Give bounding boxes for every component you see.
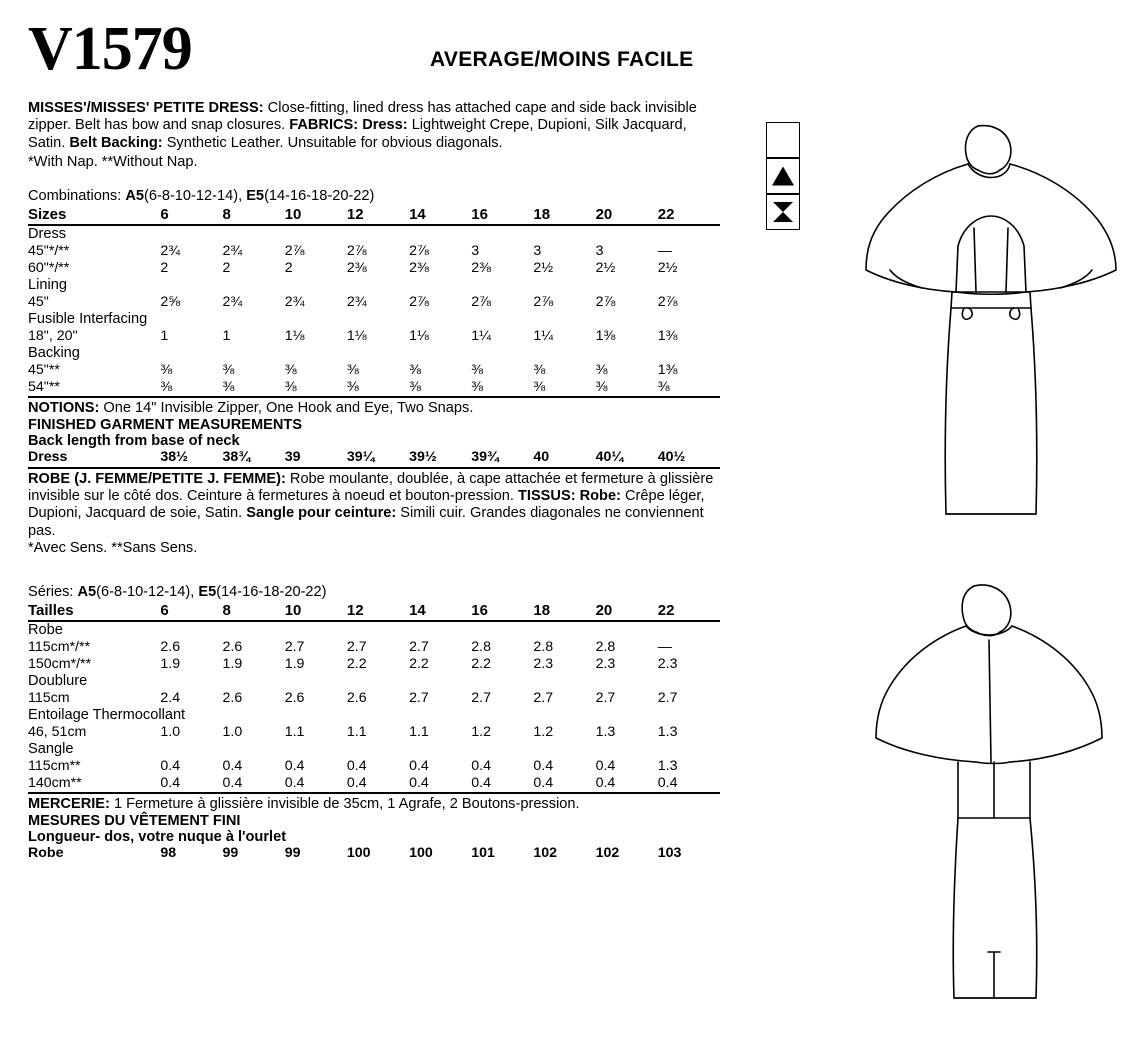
row-value: 2.4 — [160, 689, 181, 706]
fgm-row-value: 100 — [346, 844, 371, 861]
row-value: 2.7 — [595, 689, 616, 706]
size-column-header: 6 — [160, 206, 222, 225]
row-value: ⅜ — [284, 361, 297, 378]
dress-back-view-illustration — [860, 580, 1130, 1010]
nap-note-fr: *Avec Sens. **Sans Sens. — [28, 540, 198, 557]
row-value: 1 — [222, 327, 231, 344]
table-row — [28, 656, 720, 673]
table-row — [28, 260, 720, 277]
row-value: 1⅜ — [595, 327, 616, 344]
row-value: 0.4 — [284, 774, 305, 791]
size-column-header: 6 — [160, 602, 222, 621]
row-value: 2.8 — [471, 638, 491, 655]
fgm-table-en — [28, 449, 720, 466]
size-header-cell: Sizes — [28, 206, 160, 225]
row-value: 1.9 — [222, 655, 243, 672]
group-label: Robe — [28, 621, 63, 638]
description-en — [28, 100, 720, 152]
table-row — [28, 294, 720, 311]
row-value: 0.4 — [222, 757, 243, 774]
fgm-row-value: 39¼ — [346, 448, 375, 465]
size-column-header: 18 — [533, 206, 595, 225]
dress-front-view-illustration — [860, 120, 1130, 550]
row-label: 150cm*/** — [28, 655, 92, 672]
row-value: 0.4 — [284, 757, 305, 774]
row-value: 1⅛ — [409, 327, 429, 344]
row-label: 45"*/** — [28, 242, 70, 259]
row-value: 2.6 — [160, 638, 181, 655]
fgm-row-value: 100 — [409, 844, 433, 861]
row-value: 2⅞ — [595, 293, 616, 310]
fgm-row-value: 103 — [657, 844, 682, 861]
row-value: ⅜ — [657, 378, 670, 395]
row-value: 1.2 — [471, 723, 491, 740]
row-value: 1⅛ — [346, 327, 367, 344]
row-value: 0.4 — [222, 774, 243, 791]
row-value: 2.6 — [284, 689, 305, 706]
row-value: ⅜ — [409, 361, 421, 378]
page-title: V1579 — [28, 15, 192, 83]
row-value: 2.6 — [346, 689, 367, 706]
row-value: 2.7 — [657, 689, 678, 706]
combo-a5-en: A5 — [125, 187, 144, 204]
row-value: 2.2 — [346, 655, 367, 672]
row-value: 0.4 — [160, 757, 181, 774]
row-value: 3 — [595, 242, 604, 259]
fgm-fr-subtitle: Longueur- dos, votre nuque à l'ourlet — [28, 828, 287, 845]
group-label: Backing — [28, 344, 80, 361]
row-value: 1¼ — [471, 327, 491, 344]
row-value: 1.3 — [595, 723, 616, 740]
row-value: 2.2 — [471, 655, 491, 672]
hourglass-icon — [772, 201, 794, 223]
table-header-row — [28, 206, 720, 225]
row-label: 45" — [28, 293, 49, 310]
row-value: 2⅞ — [409, 242, 429, 259]
row-value: 1.9 — [160, 655, 181, 672]
combinations-en-label: Combinations: — [28, 187, 126, 204]
row-value: 2¾ — [222, 242, 243, 259]
fabrics-en-heading: FABRICS: Dress: — [289, 117, 408, 134]
row-value: 2¾ — [346, 293, 367, 310]
size-column-header: 16 — [471, 602, 533, 621]
table-row — [28, 639, 720, 656]
triangle-up-icon — [772, 167, 794, 186]
table-group-row — [28, 345, 720, 362]
row-value: 2½ — [595, 259, 616, 276]
row-value: ⅜ — [346, 361, 359, 378]
table-row — [28, 758, 720, 775]
description-fr-heading: ROBE (J. FEMME/PETITE J. FEMME): — [28, 470, 286, 487]
row-value: ⅜ — [471, 361, 484, 378]
row-value: ⅜ — [284, 378, 297, 395]
yardage-table-fr — [28, 602, 720, 792]
table-row — [28, 775, 720, 792]
table-group-row — [28, 707, 720, 724]
yardage-table-en — [28, 206, 720, 396]
row-value: 2.6 — [222, 638, 243, 655]
row-value: 2⅞ — [409, 293, 429, 310]
row-label: 60"*/** — [28, 259, 70, 276]
fabrics-en-text: Lightweight Crepe, Dupioni, Silk Jacquard, Satin. — [28, 117, 691, 151]
row-value: 2.2 — [409, 655, 429, 672]
size-column-header: 8 — [223, 206, 285, 225]
fgm-en-title: FINISHED GARMENT MEASUREMENTS — [28, 416, 303, 433]
size-header-cell: Tailles — [28, 602, 160, 621]
content-column — [28, 100, 720, 862]
row-value: ⅜ — [533, 378, 546, 395]
combo-e5-fr: E5 — [198, 583, 217, 600]
row-value: 0.4 — [657, 774, 678, 791]
size-column-header: 8 — [223, 602, 285, 621]
table-group-row — [28, 311, 720, 328]
row-value: ⅜ — [409, 378, 421, 395]
row-value: 1.1 — [409, 723, 429, 740]
row-value: 1¼ — [533, 327, 554, 344]
table-row — [28, 243, 720, 260]
fgm-en-subtitle: Back length from base of neck — [28, 432, 240, 449]
row-value: 2.8 — [595, 638, 616, 655]
group-label: Sangle — [28, 740, 74, 757]
fgm-row-value: 39¾ — [471, 448, 499, 465]
size-column-header: 20 — [596, 206, 658, 225]
row-value: 2¾ — [222, 293, 243, 310]
row-label: 140cm** — [28, 774, 82, 791]
row-value: ⅜ — [160, 361, 173, 378]
row-label: 115cm** — [28, 757, 81, 774]
size-column-header: 10 — [285, 602, 347, 621]
row-value: 0.4 — [533, 757, 554, 774]
row-value: 1.3 — [657, 723, 678, 740]
row-value: 1⅜ — [657, 327, 678, 344]
row-value: 2.6 — [222, 689, 243, 706]
row-value: 2⅞ — [657, 293, 678, 310]
row-value: ⅜ — [346, 378, 359, 395]
row-value: ⅜ — [160, 378, 173, 395]
description-fr — [28, 467, 720, 541]
fgm-row-value: 101 — [471, 844, 495, 861]
table-group-row — [28, 673, 720, 690]
fabric-key-box-hourglass — [766, 194, 800, 230]
table-group-row — [28, 741, 720, 758]
table-group-row — [28, 225, 720, 243]
combinations-fr-label: Séries: — [28, 583, 78, 600]
row-value: 2.7 — [471, 689, 491, 706]
size-column-header: 12 — [347, 602, 409, 621]
row-value: 1.0 — [222, 723, 243, 740]
tissus-fr-text: Crêpe léger, Dupioni, Jacquard de soie, Satin. — [28, 488, 709, 522]
fgm-row-value: 40¼ — [595, 448, 624, 465]
row-value: 3 — [533, 242, 542, 259]
group-label: Dress — [28, 225, 67, 242]
row-value: 0.4 — [346, 757, 367, 774]
size-column-header: 10 — [285, 206, 347, 225]
row-value: 0.4 — [409, 774, 429, 791]
row-value: ⅜ — [222, 361, 235, 378]
table-row — [28, 690, 720, 707]
row-value: 1.3 — [657, 757, 678, 774]
group-label: Entoilage Thermocollant — [28, 706, 186, 723]
row-value: 2.3 — [533, 655, 554, 672]
row-value: 2⅞ — [346, 242, 367, 259]
fgm-row — [28, 845, 720, 862]
combinations-fr — [28, 584, 720, 600]
row-value: 0.4 — [160, 774, 181, 791]
size-column-header: 18 — [533, 602, 595, 621]
row-value: 2⅜ — [346, 259, 367, 276]
row-label: 54"** — [28, 378, 60, 395]
fgm-row-value: 38¾ — [222, 448, 251, 465]
row-value: 2.7 — [533, 689, 554, 706]
row-value: 2.7 — [409, 689, 429, 706]
combinations-en — [28, 188, 720, 204]
size-column-header: 22 — [658, 602, 720, 621]
row-value: 2 — [284, 259, 293, 276]
row-value: 1.9 — [284, 655, 305, 672]
row-value: 2.7 — [409, 638, 429, 655]
row-value: 2.8 — [533, 638, 554, 655]
difficulty-label: AVERAGE/MOINS FACILE — [430, 48, 694, 71]
description-en-heading: MISSES'/MISSES' PETITE DRESS: — [28, 100, 264, 116]
description-en-text: Close-fitting, lined dress has attached cape and side back invisible zipper. Belt has bow and snap closures. — [28, 100, 701, 134]
row-value: 2⅜ — [409, 259, 429, 276]
combo-a5-fr-sizes: (6-8-10-12-14), — [96, 583, 199, 600]
fgm-row — [28, 449, 720, 466]
table-header-row — [28, 602, 720, 621]
table-row — [28, 328, 720, 345]
nap-note-en: *With Nap. **Without Nap. — [28, 154, 198, 171]
row-value: 2.7 — [346, 638, 367, 655]
tissus-fr-heading: TISSUS: Robe: — [517, 488, 621, 505]
size-column-header: 16 — [471, 206, 533, 225]
group-label: Fusible Interfacing — [28, 310, 148, 327]
row-value: — — [657, 638, 672, 655]
row-value: 2.3 — [657, 655, 678, 672]
row-value: 0.4 — [346, 774, 367, 791]
row-value: 2.7 — [284, 638, 305, 655]
row-value: 0.4 — [471, 774, 491, 791]
combo-e5-en-sizes: (14-16-18-20-22) — [264, 187, 375, 204]
row-value: ⅜ — [595, 378, 608, 395]
row-label: 115cm*/** — [28, 638, 91, 655]
combo-a5-fr: A5 — [77, 583, 97, 600]
row-value: 2 — [222, 259, 231, 276]
row-value: ⅜ — [533, 361, 546, 378]
fgm-row-value: 99 — [284, 844, 301, 861]
row-label: 45"** — [28, 361, 60, 378]
row-value: ⅜ — [595, 361, 608, 378]
row-value: 1.2 — [533, 723, 554, 740]
row-value: 2⅜ — [471, 259, 491, 276]
sangle-fr-heading: Sangle pour ceinture: — [246, 505, 397, 522]
row-value: 1⅜ — [657, 361, 678, 378]
size-column-header: 14 — [409, 602, 471, 621]
row-value: 0.4 — [409, 757, 429, 774]
combo-a5-en-sizes: (6-8-10-12-14), — [144, 187, 247, 204]
table-group-row — [28, 621, 720, 639]
row-value: 2¾ — [284, 293, 305, 310]
notions-fr-heading: MERCERIE: — [28, 795, 110, 812]
row-value: 2½ — [533, 259, 554, 276]
sangle-fr-text: Simili cuir. Grandes diagonales ne conviennent pas. — [28, 505, 708, 539]
fgm-row-value: 38½ — [160, 448, 188, 465]
size-column-header: 14 — [409, 206, 471, 225]
fgm-fr-title: MESURES DU VÊTEMENT FINI — [28, 812, 241, 829]
notions-en-text: One 14" Invisible Zipper, One Hook and Eye, Two Snaps. — [99, 399, 474, 416]
row-value: 1.1 — [284, 723, 305, 740]
row-label: 46, 51cm — [28, 723, 87, 740]
table-row — [28, 379, 720, 396]
combo-e5-en: E5 — [246, 187, 265, 204]
fgm-row-value: 40 — [533, 448, 550, 465]
row-value: 0.4 — [471, 757, 491, 774]
row-label: 115cm — [28, 689, 70, 706]
fgm-row-value: 39 — [284, 448, 301, 465]
row-value: 2.3 — [595, 655, 616, 672]
row-value: 2⅞ — [533, 293, 554, 310]
row-value: 0.4 — [595, 774, 616, 791]
group-label: Lining — [28, 276, 67, 293]
row-value: 2¾ — [160, 242, 181, 259]
row-value: 2½ — [657, 259, 678, 276]
row-value: 0.4 — [595, 757, 616, 774]
row-value: 1.1 — [346, 723, 367, 740]
fgm-table-fr — [28, 845, 720, 862]
table-row — [28, 362, 720, 379]
row-value: ⅜ — [222, 378, 235, 395]
notions-en — [28, 396, 720, 416]
fabric-key-box-triangle — [766, 158, 800, 194]
row-value: 1⅛ — [284, 327, 305, 344]
notions-en-heading: NOTIONS: — [28, 399, 100, 416]
description-fr-text: Robe moulante, doublée, à cape attachée et fermeture à glissière invisible sur le côté dos. Ceinture à fermetures à noeud et bouton-pression. — [28, 470, 718, 505]
belt-backing-en-heading: Belt Backing: — [69, 134, 163, 151]
row-label: 18", 20" — [28, 327, 78, 344]
size-column-header: 20 — [596, 602, 658, 621]
fgm-row-value: 39½ — [409, 448, 437, 465]
row-value: 2⅞ — [471, 293, 491, 310]
row-value: — — [657, 242, 672, 259]
fgm-row-label: Dress — [28, 448, 68, 465]
notions-fr — [28, 792, 720, 812]
notions-fr-text: 1 Fermeture à glissière invisible de 35cm, 1 Agrafe, 2 Boutons-pression. — [109, 795, 580, 812]
row-value: 0.4 — [533, 774, 554, 791]
row-value: 1.0 — [160, 723, 181, 740]
fgm-row-label: Robe — [28, 844, 64, 861]
fgm-row-value: 98 — [160, 844, 177, 861]
fgm-row-value: 40½ — [657, 448, 686, 465]
size-column-header: 22 — [658, 206, 720, 225]
fgm-row-value: 102 — [595, 844, 620, 861]
row-value: ⅜ — [471, 378, 484, 395]
row-value: 2⅝ — [160, 293, 181, 310]
fgm-row-value: 102 — [533, 844, 558, 861]
belt-backing-en-text: Synthetic Leather. Unsuitable for obvious diagonals. — [162, 134, 503, 151]
combo-e5-fr-sizes: (14-16-18-20-22) — [216, 583, 327, 600]
table-group-row — [28, 277, 720, 294]
row-value: 1 — [160, 327, 169, 344]
size-column-header: 12 — [347, 206, 409, 225]
fabric-key-box-plain — [766, 122, 800, 158]
fgm-row-value: 99 — [222, 844, 239, 861]
row-value: 2 — [160, 259, 169, 276]
group-label: Doublure — [28, 672, 88, 689]
row-value: 2⅞ — [284, 242, 305, 259]
row-value: 3 — [471, 242, 480, 259]
table-row — [28, 724, 720, 741]
